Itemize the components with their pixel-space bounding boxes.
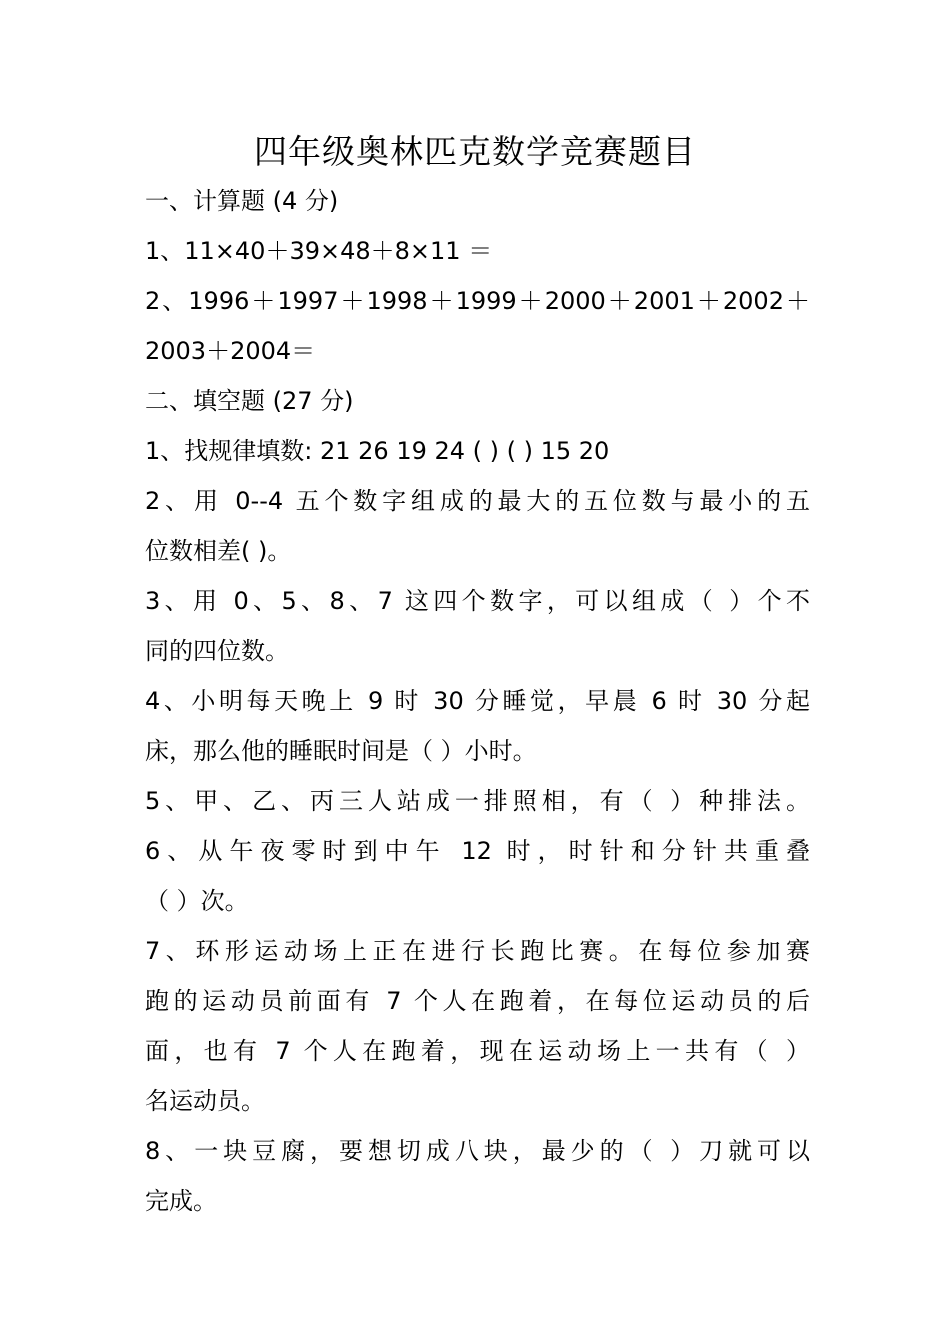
fill-in-question-3-line-2: 同的四位数。: [145, 637, 289, 665]
calculation-question-2-line-2: 2003＋2004＝: [145, 337, 316, 365]
fill-in-question-7-line-3: 面，也有 7 个人在跑着，现在运动场上一共有（ ）: [145, 1037, 810, 1065]
section-heading-fill-in: 二、填空题 (27 分): [145, 387, 354, 415]
fill-in-question-7-line-1: 7、环形运动场上正在进行长跑比赛。在每位参加赛: [145, 937, 810, 965]
fill-in-question-6-line-1: 6、从午夜零时到中午 12 时，时针和分针共重叠: [145, 837, 810, 865]
calculation-question-2-line-1: 2、1996＋1997＋1998＋1999＋2000＋2001＋2002＋: [145, 287, 810, 315]
document-title: 四年级奥林匹克数学竞赛题目: [254, 132, 696, 171]
fill-in-question-8-line-2: 完成。: [145, 1187, 217, 1215]
fill-in-question-3-line-1: 3、用 0、5、8、7 这四个数字，可以组成（ ）个不: [145, 587, 810, 615]
fill-in-question-4-line-1: 4、小明每天晚上 9 时 30 分睡觉，早晨 6 时 30 分起: [145, 687, 810, 715]
fill-in-question-2-line-2: 位数相差( )。: [145, 537, 292, 565]
fill-in-question-7-line-4: 名运动员。: [145, 1087, 265, 1115]
fill-in-question-7-line-2: 跑的运动员前面有 7 个人在跑着，在每位运动员的后: [145, 987, 810, 1015]
fill-in-question-2-line-1: 2、用 0--4 五个数字组成的最大的五位数与最小的五: [145, 487, 810, 515]
fill-in-question-5: 5、甲、乙、丙三人站成一排照相，有（ ）种排法。: [145, 787, 810, 815]
fill-in-question-6-line-2: （ ）次。: [145, 887, 249, 915]
section-heading-calculation: 一、计算题 (4 分): [145, 187, 339, 215]
fill-in-question-1: 1、找规律填数: 21 26 19 24 ( ) ( ) 15 20: [145, 437, 610, 465]
fill-in-question-4-line-2: 床，那么他的睡眠时间是（ ）小时。: [145, 737, 537, 765]
calculation-question-1: 1、11×40＋39×48＋8×11 ＝: [145, 237, 493, 265]
fill-in-question-8-line-1: 8、一块豆腐，要想切成八块，最少的（ ）刀就可以: [145, 1137, 810, 1165]
document-body: [145, 176, 810, 1226]
